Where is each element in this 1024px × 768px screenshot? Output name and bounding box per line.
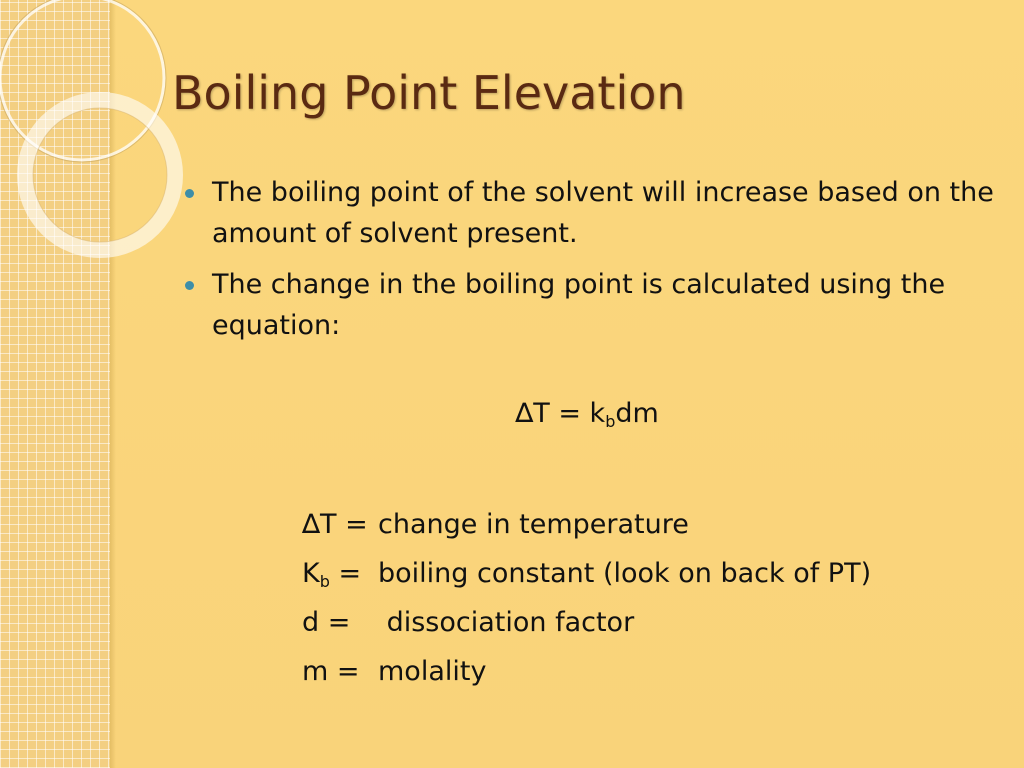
bullet-item bbox=[184, 172, 994, 254]
definition-row bbox=[302, 598, 871, 647]
definition-term bbox=[302, 647, 378, 696]
definition-term bbox=[302, 598, 378, 647]
bullet-dot-icon bbox=[185, 281, 194, 290]
bullet-text: The boiling point of the solvent will increase based on the amount of solvent present. bbox=[212, 177, 994, 249]
decorative-circles-icon bbox=[0, 0, 200, 260]
definition-row bbox=[302, 500, 871, 549]
equation-subscript: b bbox=[605, 412, 616, 431]
bullet-list bbox=[184, 172, 994, 356]
term-text: ∆T = bbox=[302, 509, 368, 540]
bullet-dot-icon bbox=[185, 189, 194, 198]
equation-lhs: ∆T = k bbox=[515, 398, 606, 429]
definition-desc: molality bbox=[378, 656, 487, 687]
definition-row bbox=[302, 647, 871, 696]
term-text: m = bbox=[302, 656, 360, 687]
equation-rhs: dm bbox=[615, 398, 659, 429]
definition-term bbox=[302, 500, 378, 549]
definition-desc: dissociation factor bbox=[378, 607, 635, 638]
definition-desc: boiling constant (look on back of PT) bbox=[378, 558, 872, 589]
slide-title: Boiling Point Elevation bbox=[172, 66, 686, 120]
definition-term bbox=[302, 549, 378, 598]
variable-definitions bbox=[302, 500, 871, 696]
term-text: K bbox=[302, 558, 320, 589]
term-text: d = bbox=[302, 607, 351, 638]
definition-desc: change in temperature bbox=[378, 509, 689, 540]
term-subscript: b bbox=[319, 572, 330, 591]
bullet-item bbox=[184, 264, 994, 346]
boiling-point-equation bbox=[0, 398, 1024, 429]
definition-row bbox=[302, 549, 871, 598]
term-suffix: = bbox=[329, 558, 362, 589]
bullet-text: The change in the boiling point is calculated using the equation: bbox=[212, 269, 946, 341]
